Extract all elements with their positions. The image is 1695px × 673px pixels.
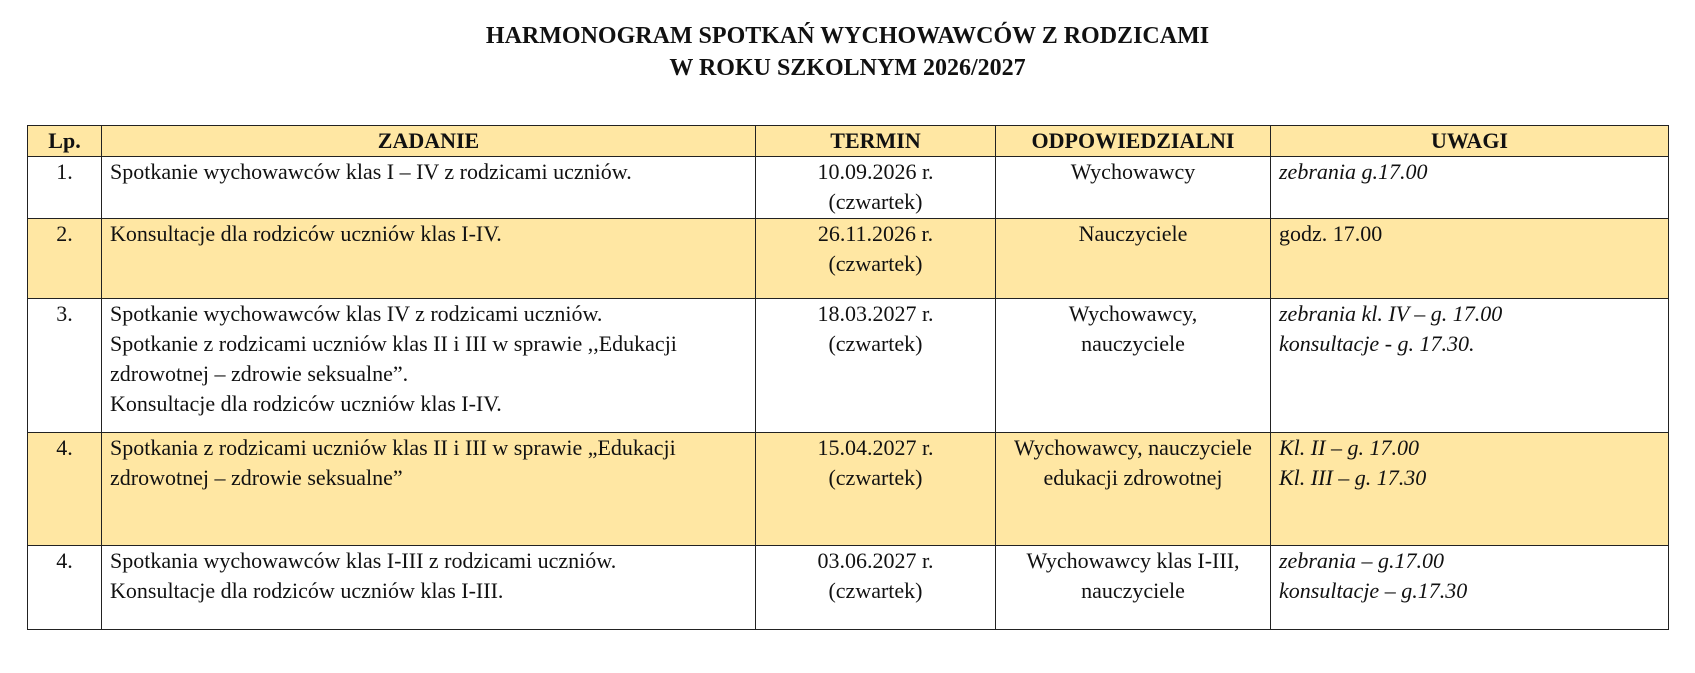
task-line: Spotkania z rodzicami uczniów klas II i III w sprawie „Edukacji (110, 435, 676, 460)
task-line: Konsultacje dla rodziców uczniów klas I-IV. (110, 221, 502, 246)
term-weekday: (czwartek) (828, 189, 923, 214)
note-line: zebrania – g.17.00 (1279, 548, 1444, 573)
term-cell (756, 219, 996, 299)
responsible-cell (996, 433, 1271, 546)
task-line: Konsultacje dla rodziców uczniów klas I-IV. (110, 391, 502, 416)
title-line-1: HARMONOGRAM SPOTKAŃ WYCHOWAWCÓW Z RODZICAMI (485, 23, 1210, 49)
term-cell (756, 433, 996, 546)
title-line-2: W ROKU SZKOLNYM 2026/2027 (669, 55, 1026, 81)
responsible-line: Nauczyciele (1078, 221, 1188, 246)
task-line: Konsultacje dla rodziców uczniów klas I-III. (110, 578, 504, 603)
task-cell (102, 219, 756, 299)
table-header-row (28, 126, 1669, 157)
header-term: TERMIN (756, 126, 996, 157)
note-line: Kl. II – g. 17.00 (1279, 435, 1419, 460)
responsible-line: Wychowawcy, (1068, 301, 1198, 326)
term-weekday: (czwartek) (828, 578, 923, 603)
task-cell (102, 299, 756, 433)
term-date: 18.03.2027 r. (817, 301, 934, 326)
note-line: godz. 17.00 (1279, 221, 1383, 246)
notes-cell (1271, 219, 1669, 299)
note-line: zebrania g.17.00 (1279, 159, 1428, 184)
row-number: 1. (28, 157, 102, 219)
term-cell (756, 299, 996, 433)
row-number: 4. (28, 546, 102, 630)
header-responsible: ODPOWIEDZIALNI (996, 126, 1271, 157)
note-line: konsultacje - g. 17.30. (1279, 331, 1475, 356)
task-cell (102, 157, 756, 219)
responsible-line: nauczyciele (1081, 578, 1185, 603)
task-line: Spotkanie wychowawców klas IV z rodzicami uczniów. (110, 301, 603, 326)
table-row (28, 157, 1669, 219)
notes-cell (1271, 433, 1669, 546)
task-cell (102, 433, 756, 546)
responsible-line: Wychowawcy, nauczyciele (1014, 435, 1252, 460)
task-line: Spotkanie wychowawców klas I – IV z rodzicami uczniów. (110, 159, 632, 184)
term-weekday: (czwartek) (828, 251, 923, 276)
notes-cell (1271, 299, 1669, 433)
responsible-line: edukacji zdrowotnej (1043, 465, 1223, 490)
header-notes: UWAGI (1271, 126, 1669, 157)
responsible-cell (996, 546, 1271, 630)
term-cell (756, 546, 996, 630)
row-number: 3. (28, 299, 102, 433)
note-line: konsultacje – g.17.30 (1279, 578, 1468, 603)
table-row (28, 433, 1669, 546)
document-title (0, 20, 1695, 84)
task-cell (102, 546, 756, 630)
term-cell (756, 157, 996, 219)
notes-cell (1271, 546, 1669, 630)
header-task: ZADANIE (102, 126, 756, 157)
term-date: 03.06.2027 r. (817, 548, 934, 573)
header-lp: Lp. (28, 126, 102, 157)
table-row (28, 219, 1669, 299)
row-number: 4. (28, 433, 102, 546)
term-date: 10.09.2026 r. (817, 159, 934, 184)
task-line: Spotkanie z rodzicami uczniów klas II i III w sprawie ,,Edukacji (110, 331, 677, 356)
note-line: Kl. III – g. 17.30 (1279, 465, 1427, 490)
responsible-cell (996, 299, 1271, 433)
notes-cell (1271, 157, 1669, 219)
term-date: 15.04.2027 r. (817, 435, 934, 460)
schedule-table (27, 125, 1669, 630)
responsible-line: Wychowawcy klas I-III, (1026, 548, 1240, 573)
term-date: 26.11.2026 r. (817, 221, 934, 246)
task-line: zdrowotnej – zdrowie seksualne” (110, 465, 403, 490)
term-weekday: (czwartek) (828, 331, 923, 356)
term-weekday: (czwartek) (828, 465, 923, 490)
responsible-cell (996, 157, 1271, 219)
row-number: 2. (28, 219, 102, 299)
task-line: Spotkania wychowawców klas I-III z rodzicami uczniów. (110, 548, 617, 573)
responsible-cell (996, 219, 1271, 299)
responsible-line: Wychowawcy (1070, 159, 1196, 184)
table-row (28, 546, 1669, 630)
note-line: zebrania kl. IV – g. 17.00 (1279, 301, 1503, 326)
task-line: zdrowotnej – zdrowie seksualne”. (110, 361, 409, 386)
table-row (28, 299, 1669, 433)
responsible-line: nauczyciele (1081, 331, 1185, 356)
